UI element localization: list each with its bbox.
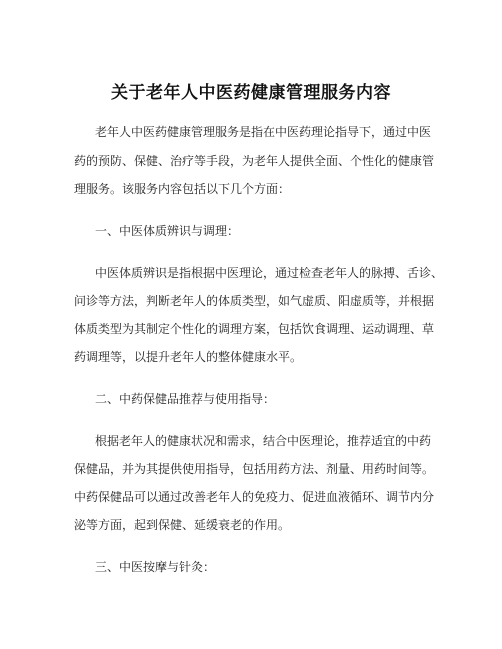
section-heading: 一、中医体质辨识与调理： — [95, 224, 240, 238]
paragraph-line: 药调理等，以提升老年人的整体健康水平。 — [74, 350, 303, 364]
paragraph-line: 根据老年人的健康状况和需求，结合中医理论，推荐适宜的中药 — [95, 434, 432, 448]
document-title: 关于老年人中医药健康管理服务内容 — [111, 83, 391, 103]
paragraph-line: 药的预防、保健、治疗等手段，为老年人提供全面、个性化的健康管 — [74, 154, 435, 168]
paragraph-line: 问诊等方法，判断老年人的体质类型，如气虚质、阳虚质等，并根据 — [74, 294, 435, 308]
paragraph-line: 保健品，并为其提供使用指导，包括用药方法、剂量、用药时间等。 — [74, 462, 435, 476]
section-heading: 三、中医按摩与针灸： — [95, 560, 216, 574]
paragraph-line: 泌等方面，起到保健、延缓衰老的作用。 — [74, 518, 291, 532]
paragraph-line: 中药保健品可以通过改善老年人的免疫力、促进血液循环、调节内分 — [74, 490, 435, 504]
paragraph-line: 理服务。该服务内容包括以下几个方面： — [74, 182, 291, 196]
paragraph-line: 体质类型为其制定个性化的调理方案，包括饮食调理、运动调理、草 — [74, 322, 435, 336]
section-heading: 二、中药保健品推荐与使用指导： — [95, 392, 276, 406]
paragraph-line: 老年人中医药健康管理服务是指在中医药理论指导下，通过中医 — [95, 125, 432, 139]
paragraph-line: 中医体质辨识是指根据中医理论，通过检查老年人的脉搏、舌诊、 — [95, 266, 444, 280]
